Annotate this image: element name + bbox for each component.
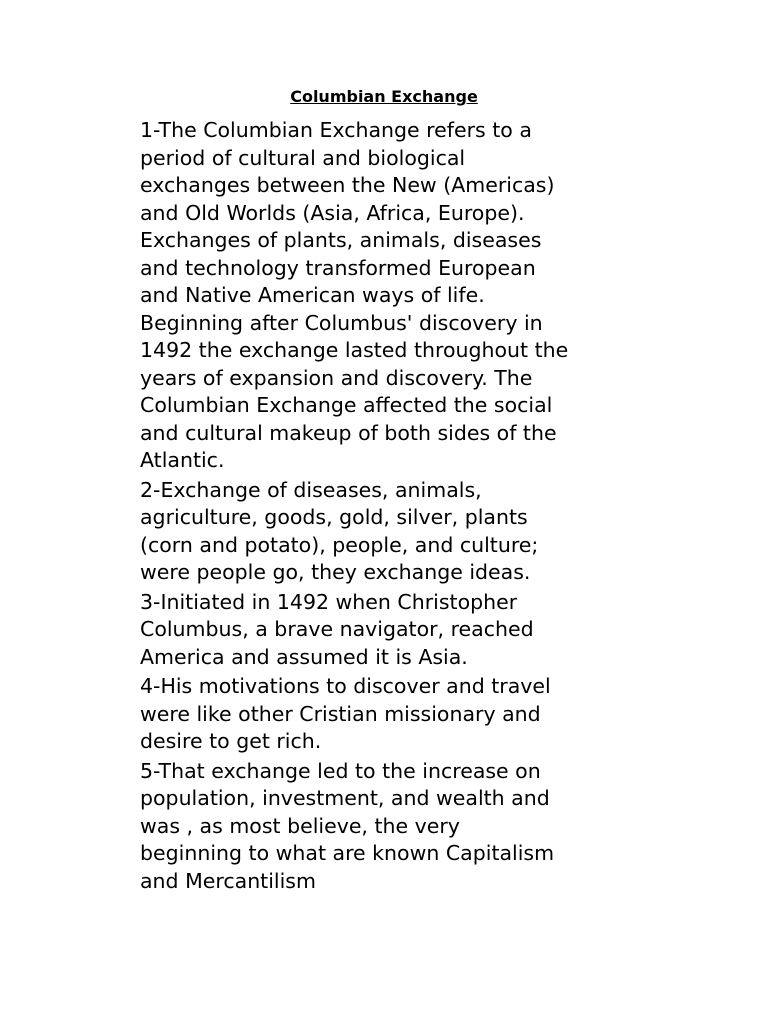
list-item-line: agriculture, goods, gold, silver, plants [140, 505, 528, 529]
list-item-line: 1492 the exchange lasted throughout the [140, 338, 569, 362]
list-item-line: Exchanges of plants, animals, diseases [140, 228, 542, 252]
list-item-line: and technology transformed European [140, 255, 536, 280]
list-item [140, 673, 660, 756]
list-item [140, 758, 660, 896]
list-item-line: were like other Cristian missionary and [140, 701, 541, 726]
numbered-list [140, 117, 660, 897]
list-item-line: and Old Worlds (Asia, Africa, Europe). [140, 200, 525, 225]
list-item-line: period of cultural and biological [140, 145, 466, 170]
list-item-line: and Mercantilism [140, 868, 316, 893]
list-item-line: exchanges between the New (Americas) [140, 173, 555, 197]
list-item-line: Atlantic. [140, 448, 225, 472]
list-item-line: years of expansion and discovery. The [140, 365, 533, 390]
list-item-line: 1-The Columbian Exchange refers to a [140, 118, 532, 142]
list-item-line: were people go, they exchange ideas. [140, 560, 531, 584]
list-item-line: desire to get rich. [140, 729, 322, 753]
list-item [140, 117, 660, 475]
list-item-line: Beginning after Columbus' discovery in [140, 310, 543, 335]
list-item-line: was , as most believe, the very [140, 813, 460, 838]
document-title: Columbian Exchange [290, 87, 478, 106]
list-item-line: population, investment, and wealth and [140, 786, 550, 810]
list-item-line: and Native American ways of life. [140, 283, 485, 307]
list-item-line: beginning to what are known Capitalism [140, 841, 555, 865]
list-item [140, 589, 660, 672]
list-item [140, 477, 660, 587]
list-item-line: 4-His motivations to discover and travel [140, 674, 551, 698]
list-item-line: 5-That exchange led to the increase on [140, 758, 541, 783]
list-item-line: 3-Initiated in 1492 when Christopher [140, 589, 518, 614]
list-item-line: and cultural makeup of both sides of the [140, 420, 557, 445]
list-item-line: Columbian Exchange affected the social [140, 393, 553, 417]
list-item-line: (corn and potato), people, and culture; [140, 532, 539, 557]
list-item-line: Columbus, a brave navigator, reached [140, 617, 534, 641]
list-item-line: 2-Exchange of diseases, animals, [140, 477, 482, 502]
list-item-line: America and assumed it is Asia. [140, 644, 468, 669]
